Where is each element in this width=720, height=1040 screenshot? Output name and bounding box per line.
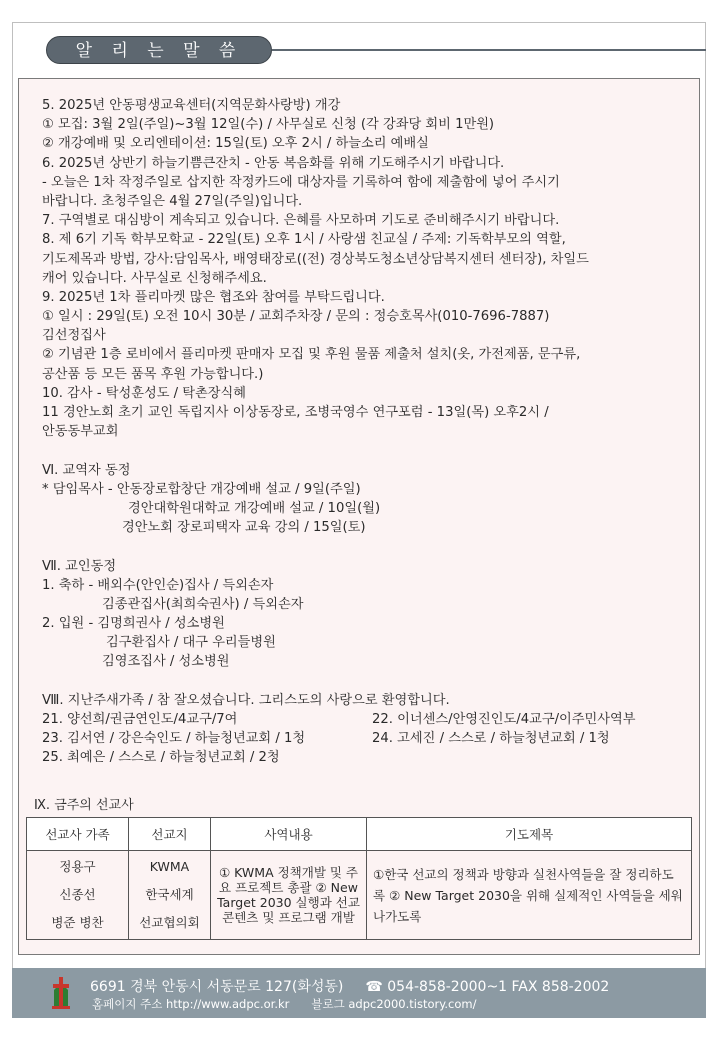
notice-line: 10. 감사 - 탁성훈성도 / 탁촌장식혜	[42, 385, 247, 401]
newcomer-entry: 21. 양선희/권금연인도/4교구/7여	[42, 712, 238, 727]
spacer	[42, 537, 692, 556]
notice-line: ① 모집: 3월 2일(주일)~3월 12일(수) / 사무실로 신청 (각 강좌당 회비 1만원)	[42, 117, 495, 133]
column-header: 사역내용	[211, 818, 367, 851]
notice-line: - 오늘은 1차 작정주일로 삽지한 작정카드에 대상자를 기록하여 함에 제출함에 넣어 주시기	[42, 174, 560, 190]
ministers-line: 경안노회 장로피택자 교육 강의 / 15일(토)	[122, 520, 366, 536]
notice-line: 기도제목과 방법, 강사:담임목사, 배영태장로((전) 경상북도청소년상담복지센터 센터장), 차일드	[42, 251, 589, 267]
table-row	[27, 851, 692, 940]
newcomer-entry: 22. 이너센스/안영진인도/4교구/이주민사역부	[372, 712, 636, 727]
ministers-title: Ⅵ. 교역자 동정	[42, 462, 131, 478]
missions-table	[26, 817, 692, 940]
notice-line: 안동동부교회	[42, 424, 119, 440]
newcomer-entry: 23. 김서연 / 강은숙인도 / 하늘청년교회 / 1청	[42, 731, 306, 747]
family-member: 병준 병찬	[51, 915, 104, 930]
newcomers-row	[42, 729, 692, 748]
title-rule	[272, 49, 706, 51]
church-logo-icon	[50, 976, 72, 1010]
spacer	[42, 672, 692, 691]
section-title: 알 리 는 말 씀	[46, 36, 272, 64]
field-cell	[129, 851, 211, 940]
members-line: 2. 입원 - 김명희권사 / 성소병원	[42, 616, 225, 632]
homepage-link[interactable]: 홈페이지 주소 http://www.adpc.or.kr	[92, 997, 290, 1011]
newcomer-entry: 24. 고세진 / 스스로 / 하늘청년교회 / 1청	[372, 731, 610, 747]
footer-address: 6691 경북 안동시 서동문로 127(화성동)	[90, 979, 344, 995]
members-line: 김영조집사 / 성소병원	[102, 654, 230, 670]
members-line: 김구환집사 / 대구 우리들병원	[106, 635, 276, 651]
newcomers-row	[42, 710, 692, 729]
newcomers-title: Ⅷ. 지난주새가족 / 참 잘오셨습니다. 그리스도의 사랑으로 환영합니다.	[42, 692, 450, 708]
notice-body	[42, 96, 692, 768]
notice-line: 캐어 있습니다. 사무실로 신청해주세요.	[42, 270, 267, 286]
notice-line: 5. 2025년 안동평생교육센터(지역문화사랑방) 개강	[42, 98, 341, 113]
prayer-cell: ①한국 선교의 정책과 방향과 실천사역들을 잘 정리하도록 ② New Target 2030을 위해 실제적인 사역들을 세워나가도록	[367, 851, 692, 940]
blog-link[interactable]: 블로그 adpc2000.tistory.com/	[311, 997, 477, 1011]
field-line: 선교협의회	[139, 915, 200, 930]
ministers-line: * 담임목사 - 안동장로합창단 개강예배 설교 / 9일(주일)	[42, 481, 361, 497]
field-line: KWMA	[149, 859, 190, 874]
members-line: 김종관집사(최희숙권사) / 득외손자	[102, 596, 304, 612]
work-cell: ① KWMA 정책개발 및 주요 프로젝트 총괄 ② New Target 2030 실행과 선교콘텐츠 및 프로그램 개발	[211, 851, 367, 940]
members-line: 1. 축하 - 배외수(안인순)집사 / 득외손자	[42, 577, 274, 593]
column-header: 선교사 가족	[27, 818, 129, 851]
newcomer-entry: 25. 최예은 / 스스로 / 하늘청년교회 / 2청	[42, 750, 280, 766]
notice-line: 8. 제 6기 기독 학부모학교 - 22일(토) 오후 1시 / 사랑샘 친교실 / 주제: 기독학부모의 역할,	[42, 232, 566, 248]
notice-line: 공산품 등 모든 품목 후원 가능합니다.)	[42, 366, 264, 382]
footer-phone: ☎ 054-858-2000~1 FAX 858-2002	[365, 979, 610, 995]
footer-links	[92, 996, 477, 1012]
family-member: 정용구	[59, 859, 96, 874]
field-line: 한국세계	[145, 887, 194, 902]
notice-line: 6. 2025년 상반기 하늘기쁨큰잔치 - 안동 복음화를 위해 기도해주시기 바랍니다.	[42, 155, 505, 171]
notice-line: ② 기념관 1층 로비에서 플리마켓 판매자 모집 및 후원 물품 제출처 설치(옷, 가전제품, 문구류,	[42, 347, 581, 363]
spacer	[42, 441, 692, 460]
table-header-row	[27, 818, 692, 851]
notice-line: 11 경안노회 초기 교인 독립지사 이상동장로, 조병국영수 연구포럼 - 13일(목) 오후2시 /	[42, 405, 549, 420]
members-title: Ⅶ. 교인동정	[42, 558, 117, 574]
notice-line: 9. 2025년 1차 플리마켓 많은 협조와 참여를 부탁드립니다.	[42, 289, 385, 305]
family-member: 신종선	[59, 887, 96, 902]
footer-contact	[90, 976, 609, 996]
missions-title: Ⅸ. 금주의 선교사	[34, 798, 134, 813]
notice-line: 7. 구역별로 대심방이 계속되고 있습니다. 은혜를 사모하며 기도로 준비해주시기 바랍니다.	[42, 213, 560, 229]
notice-line: 김선정집사	[42, 328, 106, 344]
notice-line: 바랍니다. 초청주일은 4월 27일(주일)입니다.	[42, 193, 303, 209]
ministers-line: 경안대학원대학교 개강예배 설교 / 10일(월)	[128, 500, 381, 516]
column-header: 기도제목	[367, 818, 692, 851]
family-cell	[27, 851, 129, 940]
notice-line: ② 개강예배 및 오리엔테이션: 15일(토) 오후 2시 / 하늘소리 예배실	[42, 136, 429, 152]
column-header: 선교지	[129, 818, 211, 851]
notice-line: ① 일시 : 29일(토) 오전 10시 30분 / 교회주차장 / 문의 : 정승호목사(010-7696-7887)	[42, 309, 550, 325]
